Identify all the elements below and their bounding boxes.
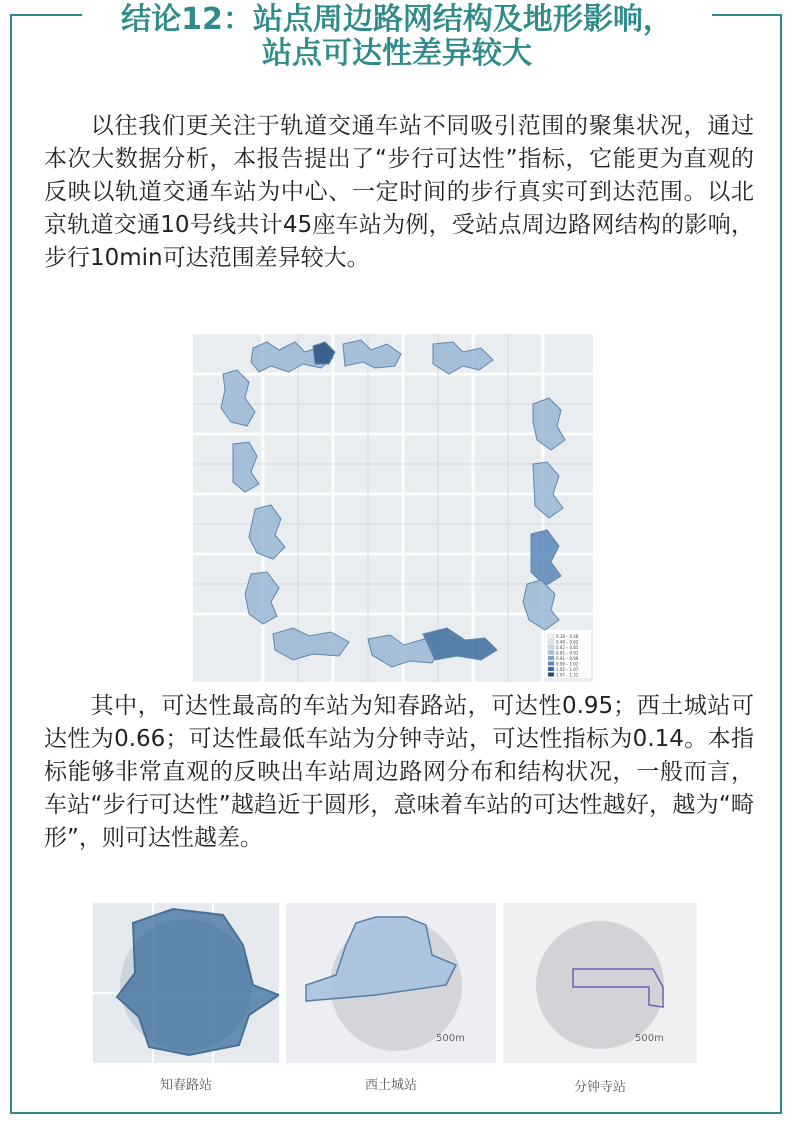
legend-swatch — [548, 651, 554, 655]
xitucheng-scale: 500m — [436, 1033, 465, 1044]
legend-label: 1.07 – 1.31 — [556, 672, 579, 678]
paragraph-intro — [44, 110, 754, 275]
paragraph-findings-text: 其中，可达性最高的车站为知春路站，可达性0.95；西土城站可达性为0.66；可达性最低车站为分钟寺站，可达性指标为0.14。本指标能够非常直观的反映出车站周边路网分布和结构状况，一般而言，车站“步行可达性”越趋近于圆形，意味着车站的可达性越好，越为“畸形”，则可达性越差。 — [44, 693, 754, 851]
paragraph-intro-text: 以往我们更关注于轨道交通车站不同吸引范围的聚集状况，通过本次大数据分析，本报告提出了“步行可达性”指标，它能更为直观的反映以轨道交通车站为中心、一定时间的步行真实可到达范围。以北京轨道交通10号线共计45座车站为例，受站点周边路网结构的影响，步行10min可达范围差异较大。 — [44, 113, 754, 271]
map-legend — [545, 630, 591, 678]
caption-fenzhongsi: 分钟寺站 — [573, 1080, 626, 1095]
title-line-2: 站点可达性差异较大 — [262, 36, 532, 71]
legend-swatch — [548, 645, 554, 649]
legend-label: 0.18 – 0.48 — [556, 634, 579, 639]
legend-swatch — [548, 656, 554, 660]
legend-label: 0.62 – 0.81 — [556, 645, 579, 650]
legend-label: 0.48 – 0.62 — [556, 639, 579, 645]
xitucheng-shape — [286, 903, 496, 1063]
map-svg — [193, 334, 593, 682]
legend-swatch — [548, 640, 554, 644]
paragraph-findings — [44, 690, 754, 855]
caption-xitucheng: 西土城站 — [364, 1078, 417, 1093]
legend-label: 0.91 – 0.99 — [556, 656, 579, 661]
station-map-fenzhongsi — [503, 903, 697, 1063]
zhichunlu-shape — [93, 903, 279, 1063]
fenzhongsi-scale: 500m — [635, 1033, 664, 1044]
legend-swatch — [548, 662, 554, 666]
legend-label: 0.99 – 1.02 — [556, 661, 579, 667]
station-map-xitucheng — [286, 903, 496, 1063]
legend-swatch — [548, 673, 554, 677]
station-map-zhichunlu — [93, 903, 279, 1063]
caption-zhichunlu: 知春路站 — [159, 1078, 212, 1093]
fenzhongsi-shape — [503, 903, 697, 1063]
legend-label: 0.81 – 0.91 — [556, 650, 579, 656]
legend-swatch — [548, 634, 554, 638]
title-line-1: 结论12：站点周边路网结构及地形影响， — [121, 2, 673, 37]
legend-swatch — [548, 667, 554, 671]
line10-accessibility-map — [193, 334, 593, 682]
legend-label: 1.02 – 1.07 — [556, 667, 579, 672]
